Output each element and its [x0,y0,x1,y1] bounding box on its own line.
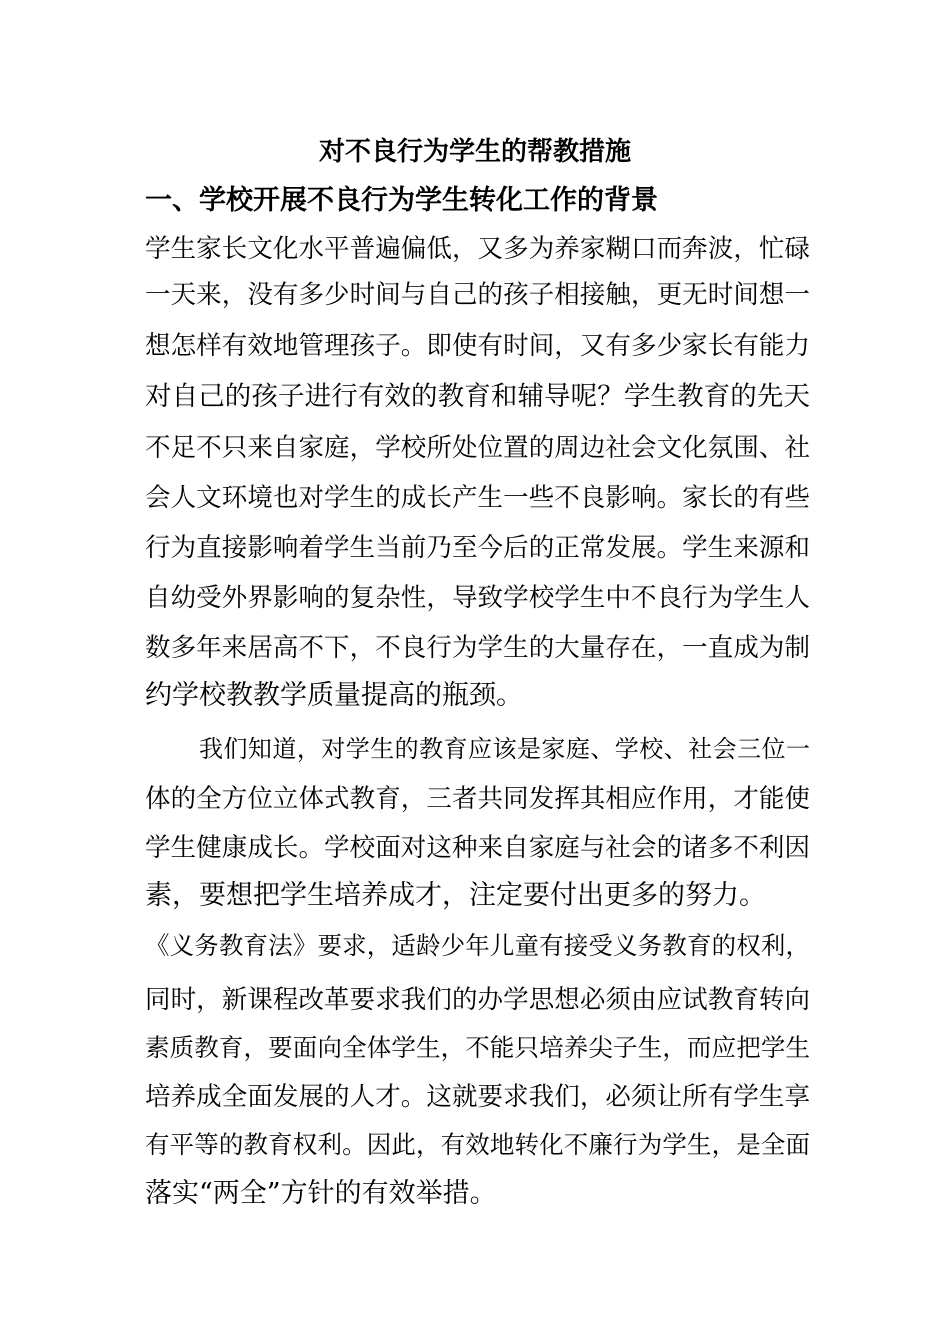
paragraph-line: 学生家长文化水平普遍偏低，又多为养家糊口而奔波，忙碌 [145,234,810,264]
paragraph-line: 行为直接影响着学生当前乃至今后的正常发展。学生来源和 [145,533,810,563]
paragraph-line: 数多年来居高不下，不良行为学生的大量存在，一直成为制 [145,633,810,663]
paragraph-line: 有平等的教育权利。因此，有效地转化不廉行为学生，是全面 [145,1130,810,1159]
paragraph-line: 我们知道，对学生的教育应该是家庭、学校、社会三位一 [199,735,810,763]
paragraph-line: 会人文环境也对学生的成长产生一些不良影响。家长的有些 [145,483,810,513]
document-title: 对不良行为学生的帮教措施 [318,137,631,167]
paragraph-line: 《义务教育法》要求，适龄少年儿童有接受义务教育的权利， [145,931,810,960]
paragraph-line: 不足不只来自家庭，学校所处位置的周边社会文化氛围、社 [145,433,810,463]
paragraph-line: 自幼受外界影响的复杂性，导致学校学生中不良行为学生人 [145,583,810,613]
paragraph-line: 同时，新课程改革要求我们的办学思想必须由应试教育转向 [145,985,810,1015]
section-heading: 一、学校开展不良行为学生转化工作的背景 [145,185,658,216]
paragraph-line: 约学校教教学质量提高的瓶颈。 [145,680,523,711]
paragraph-line: 培养成全面发展的人才。这就要求我们，必须让所有学生享 [145,1082,810,1112]
paragraph-line: 素，要想把学生培养成才，注定要付出更多的努力。 [145,880,766,911]
paragraph-line: 一天来，没有多少时间与自己的孩子相接触，更无时间想一 [145,280,810,310]
paragraph-line: 素质教育，要面向全体学生，不能只培养尖子生，而应把学生 [145,1033,810,1062]
paragraph-line: 体的全方位立体式教育，三者共同发挥其相应作用，才能使 [145,784,810,814]
paragraph-line: 想怎样有效地管理孩子。即使有时间，又有多少家长有能力 [145,331,810,361]
paragraph-line: 学生健康成长。学校面对这种来自家庭与社会的诸多不利因 [145,833,810,863]
paragraph-line: 对自己的孩子进行有效的教育和辅导呢？学生教育的先天 [145,381,810,412]
paragraph-line: 落实“两全”方针的有效举措。 [145,1178,497,1209]
